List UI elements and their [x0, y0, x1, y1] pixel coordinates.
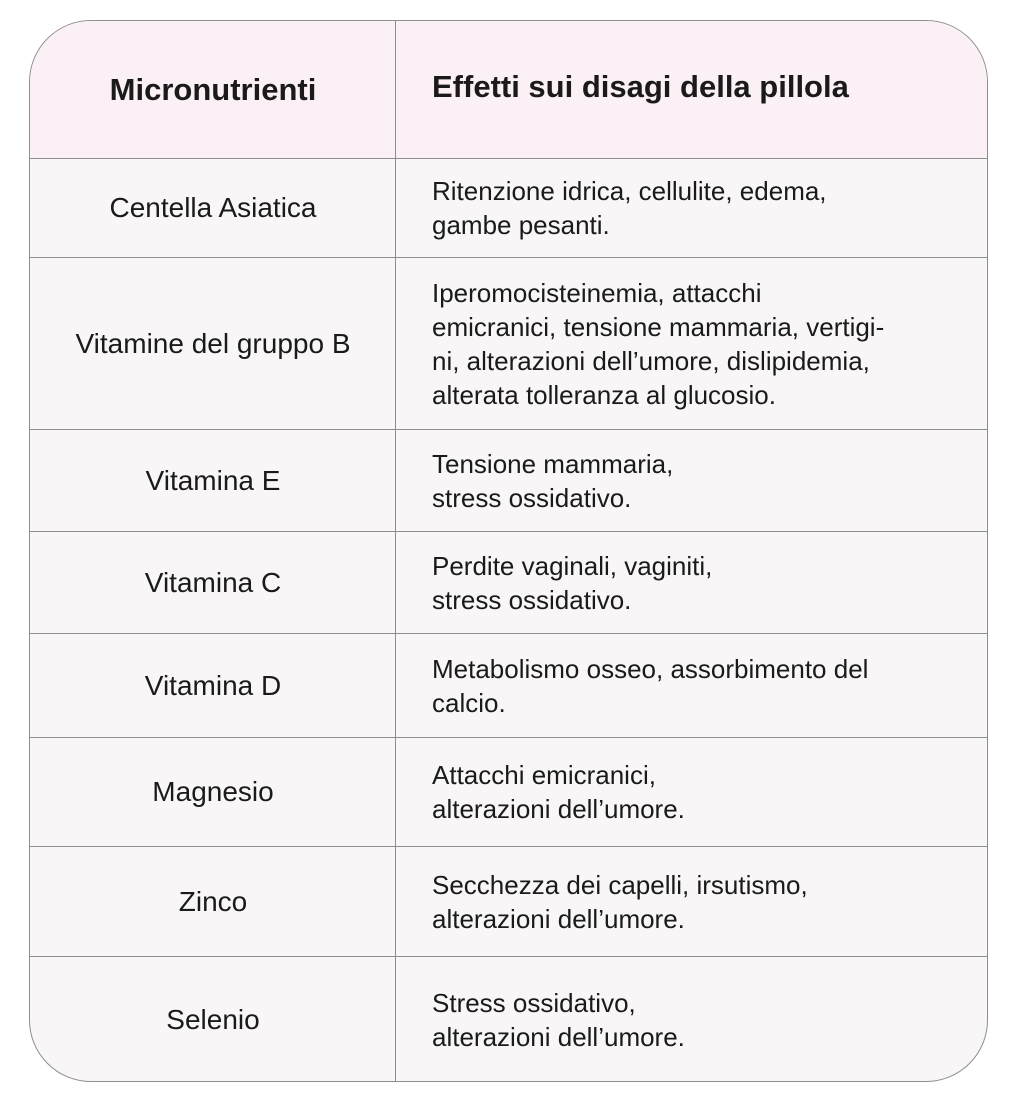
micronutrient-effects: Metabolismo osseo, assorbimento del calcio. — [432, 653, 869, 718]
table-row — [30, 847, 987, 957]
micronutrient-name: Vitamina D — [144, 669, 282, 701]
micronutrient-effects: Tensione mammaria, stress ossidativo. — [432, 448, 674, 513]
table-row — [30, 738, 987, 847]
micronutrient-name: Selenio — [166, 1004, 260, 1035]
micronutrient-name: Centella Asiatica — [109, 192, 317, 223]
micronutrient-effects: Secchezza dei capelli, irsutismo, alterazioni dell’umore. — [432, 869, 808, 934]
table-row — [30, 957, 987, 1082]
micronutrient-effects: Attacchi emicranici, alterazioni dell’umore. — [432, 760, 685, 824]
header-effects: Effetti sui disagi della pillola — [432, 68, 849, 104]
table-row — [30, 532, 987, 634]
micronutrient-effects: Stress ossidativo, alterazioni dell’umore. — [432, 988, 685, 1052]
table-header-row — [30, 21, 987, 159]
micronutrient-name: Vitamina C — [144, 566, 282, 598]
column-divider — [395, 21, 396, 1081]
header-micronutrients: Micronutrienti — [109, 71, 317, 107]
table-row — [30, 258, 987, 430]
micronutrient-effects: Iperomocisteinemia, attacchi emicranici, tensione mammaria, vertigi- ni, alterazioni dell’umore, dislipidemia, alterata tolleranza al glucosio. — [432, 277, 885, 410]
micronutrient-table — [29, 20, 988, 1082]
micronutrient-name: Magnesio — [152, 776, 274, 807]
micronutrient-name: Vitamine del gruppo B — [75, 327, 351, 359]
table-row — [30, 634, 987, 738]
micronutrient-name: Vitamina E — [145, 464, 281, 496]
micronutrient-effects: Ritenzione idrica, cellulite, edema, gambe pesanti. — [432, 176, 827, 240]
table-row — [30, 159, 987, 258]
micronutrient-name: Zinco — [178, 885, 248, 917]
table-row — [30, 430, 987, 532]
micronutrient-effects: Perdite vaginali, vaginiti, stress ossidativo. — [432, 550, 713, 615]
